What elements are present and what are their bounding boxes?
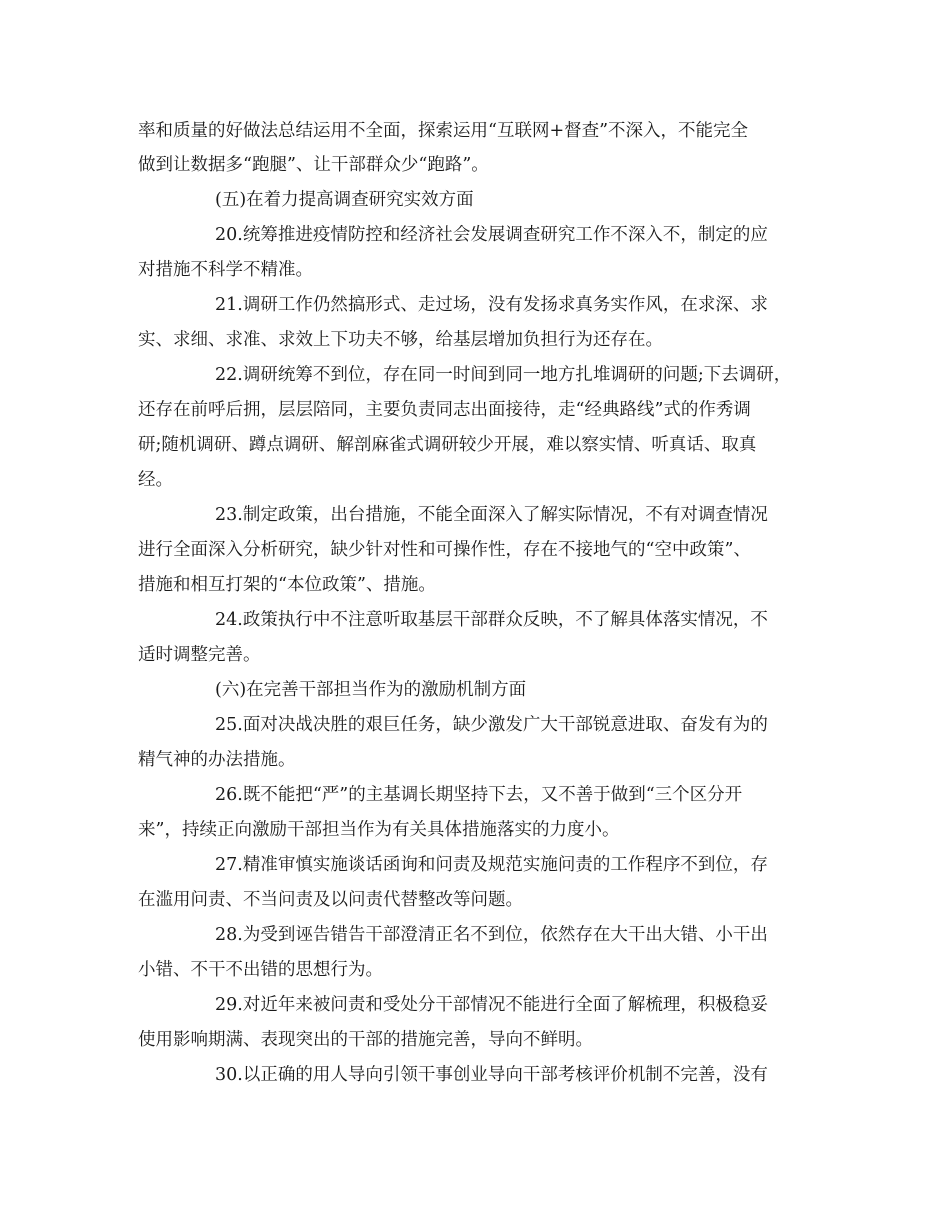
text-line: 经。 <box>138 470 173 490</box>
text-line: 措施和相互打架的“本位政策”、措施。 <box>138 575 436 595</box>
text-line: 小错、不干不出错的思想行为。 <box>138 960 383 980</box>
text-line: 24.政策执行中不注意听取基层干部群众反映，不了解具体落实情况，不 <box>215 610 768 630</box>
section-heading: (六)在完善干部担当作为的激励机制方面 <box>215 680 527 700</box>
text-line: 25.面对决战决胜的艰巨任务，缺少激发广大干部锐意进取、奋发有为的 <box>215 715 768 735</box>
text-line: 29.对近年来被问责和受处分干部情况不能进行全面了解梳理，积极稳妥 <box>215 995 768 1015</box>
text-line: 22.调研统筹不到位，存在同一时间到同一地方扎堆调研的问题;下去调研， <box>215 365 792 385</box>
text-line: 使用影响期满、表现突出的干部的措施完善，导向不鲜明。 <box>138 1030 593 1050</box>
text-line: 27.精准审慎实施谈话函询和问责及规范实施问责的工作程序不到位，存 <box>215 855 768 875</box>
text-line: 还存在前呼后拥，层层陪同，主要负责同志出面接待，走“经典路线”式的作秀调 <box>138 400 751 420</box>
text-line: 20.统筹推进疫情防控和经济社会发展调查研究工作不深入不，制定的应 <box>215 225 768 245</box>
text-line: 做到让数据多“跑腿”、让干部群众少“跑路”。 <box>138 155 489 175</box>
text-line: 26.既不能把“严”的主基调长期坚持下去，又不善于做到“三个区分开 <box>215 785 743 805</box>
text-line: 对措施不科学不精准。 <box>138 260 313 280</box>
text-line: 率和质量的好做法总结运用不全面，探索运用“互联网+督查”不深入，不能完全 <box>138 121 749 141</box>
text-line: 研;随机调研、蹲点调研、解剖麻雀式调研较少开展，难以察实情、听真话、取真 <box>138 435 757 455</box>
text-line: 23.制定政策，出台措施，不能全面深入了解实际情况，不有对调查情况 <box>215 505 768 525</box>
text-line: 实、求细、求准、求效上下功夫不够，给基层增加负担行为还存在。 <box>138 330 663 350</box>
text-line: 进行全面深入分析研究，缺少针对性和可操作性，存在不接地气的“空中政策”、 <box>138 540 751 560</box>
text-line: 适时调整完善。 <box>138 645 261 665</box>
text-line: 在滥用问责、不当问责及以问责代替整改等问题。 <box>138 890 523 910</box>
text-line: 28.为受到诬告错告干部澄清正名不到位，依然存在大干出大错、小干出 <box>215 925 768 945</box>
text-line: 精气神的办法措施。 <box>138 750 296 770</box>
text-line: 30.以正确的用人导向引领干事创业导向干部考核评价机制不完善，没有 <box>215 1065 768 1085</box>
text-line: 21.调研工作仍然搞形式、走过场，没有发扬求真务实作风，在求深、求 <box>215 295 768 315</box>
section-heading: (五)在着力提高调查研究实效方面 <box>215 190 474 210</box>
text-line: 来”，持续正向激励干部担当作为有关具体措施落实的力度小。 <box>138 820 620 840</box>
